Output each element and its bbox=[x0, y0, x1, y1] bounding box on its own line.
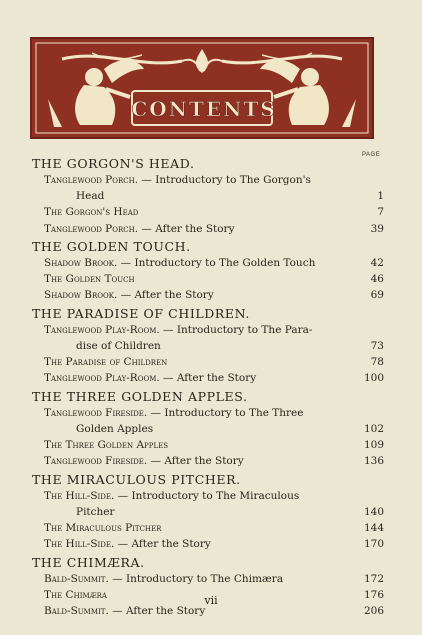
toc-entry bbox=[44, 356, 384, 368]
entry-description: — After the Story bbox=[159, 372, 257, 385]
story-title: THE GOLDEN TOUCH. bbox=[32, 239, 191, 254]
entry-location: The Hill-Side. bbox=[44, 538, 115, 551]
toc-entry bbox=[44, 273, 384, 285]
entry-location: Bald-Summit. bbox=[44, 572, 109, 585]
page-number: 206 bbox=[363, 605, 384, 618]
entry-description: — After the Story bbox=[114, 538, 211, 551]
story-title: THE CHIMÆRA. bbox=[32, 554, 145, 570]
page-number: 39 bbox=[370, 222, 384, 235]
page-number: 102 bbox=[363, 422, 384, 435]
toc-entry bbox=[44, 289, 384, 301]
entry-description: — Introductory to The Gorgon's bbox=[138, 173, 311, 186]
page-number: 170 bbox=[363, 538, 384, 551]
contents-heading: CONTENTS bbox=[131, 97, 277, 121]
toc-entry bbox=[44, 522, 384, 534]
toc-entry bbox=[44, 407, 384, 419]
page-number: 69 bbox=[370, 289, 384, 302]
toc-entry bbox=[44, 490, 384, 502]
page-number: 136 bbox=[363, 455, 384, 468]
entry-location: Shadow Brook. bbox=[44, 289, 118, 302]
toc-entry bbox=[44, 439, 384, 451]
page-number: 100 bbox=[363, 372, 384, 385]
page-number: 46 bbox=[370, 273, 384, 286]
entry-description: — After the Story bbox=[147, 455, 244, 468]
page-number: 140 bbox=[363, 505, 384, 518]
entry-location: The Three Golden Apples bbox=[44, 439, 169, 452]
entry-location: The Chimæra bbox=[44, 588, 107, 601]
page-number: 144 bbox=[363, 522, 384, 535]
entry-description: — Introductory to The Para- bbox=[159, 323, 313, 336]
entry-continuation: Head bbox=[76, 190, 105, 203]
entry-description: — After the Story bbox=[138, 222, 235, 235]
entry-location: The Hill-Side. bbox=[44, 489, 115, 502]
page-number: 176 bbox=[363, 588, 384, 601]
page-number: 78 bbox=[370, 356, 384, 369]
story-title: THE GORGON'S HEAD. bbox=[32, 156, 195, 171]
page-folio: vii bbox=[204, 594, 218, 607]
entry-location: Tanglewood Fireside. bbox=[44, 406, 148, 419]
entry-continuation: dise of Children bbox=[76, 339, 161, 352]
toc-entry bbox=[44, 372, 384, 384]
page-column-label: PAGE bbox=[362, 152, 381, 158]
toc-entry bbox=[44, 538, 384, 550]
toc-entry bbox=[44, 324, 384, 336]
story-title: THE PARADISE OF CHILDREN. bbox=[32, 305, 250, 321]
entry-location: The Miraculous Pitcher bbox=[44, 522, 162, 535]
entry-location: Tanglewood Fireside. bbox=[44, 455, 148, 468]
page-number: 7 bbox=[377, 206, 384, 219]
story-title: THE MIRACULOUS PITCHER. bbox=[32, 471, 241, 487]
contents-banner bbox=[30, 37, 374, 139]
page-number: 1 bbox=[377, 190, 384, 203]
entry-description: — After the Story bbox=[108, 605, 206, 618]
entry-continuation: Pitcher bbox=[76, 505, 115, 518]
page-number: 73 bbox=[370, 339, 384, 352]
toc-entry bbox=[44, 174, 384, 186]
entry-description: — Introductory to The Chimæra bbox=[108, 572, 284, 585]
entry-location: Shadow Brook. bbox=[44, 256, 118, 269]
entry-location: The Gorgon's Head bbox=[44, 206, 139, 219]
story-title: THE THREE GOLDEN APPLES. bbox=[32, 388, 248, 404]
page-number: 42 bbox=[370, 256, 384, 269]
entry-description: — Introductory to The Miraculous bbox=[114, 489, 300, 502]
entry-description: — Introductory to The Golden Touch bbox=[117, 256, 316, 269]
toc-entry bbox=[44, 257, 384, 269]
entry-description: — After the Story bbox=[117, 289, 214, 302]
toc-entry bbox=[44, 573, 384, 585]
entry-location: The Paradise of Children bbox=[44, 356, 168, 369]
entry-continuation: Golden Apples bbox=[76, 422, 154, 435]
entry-location: Bald-Summit. bbox=[44, 605, 109, 618]
entry-location: The Golden Touch bbox=[44, 273, 135, 286]
toc-entry bbox=[44, 223, 384, 235]
entry-location: Tanglewood Play-Room. bbox=[44, 323, 160, 336]
entry-location: Tanglewood Play-Room. bbox=[44, 372, 160, 385]
entry-location: Tanglewood Porch. bbox=[44, 222, 139, 235]
entry-description: — Introductory to The Three bbox=[147, 406, 304, 419]
toc-entry bbox=[44, 455, 384, 467]
page-number: 109 bbox=[363, 439, 384, 452]
toc-entry bbox=[44, 206, 384, 218]
entry-location: Tanglewood Porch. bbox=[44, 173, 139, 186]
page-number: 172 bbox=[363, 572, 384, 585]
